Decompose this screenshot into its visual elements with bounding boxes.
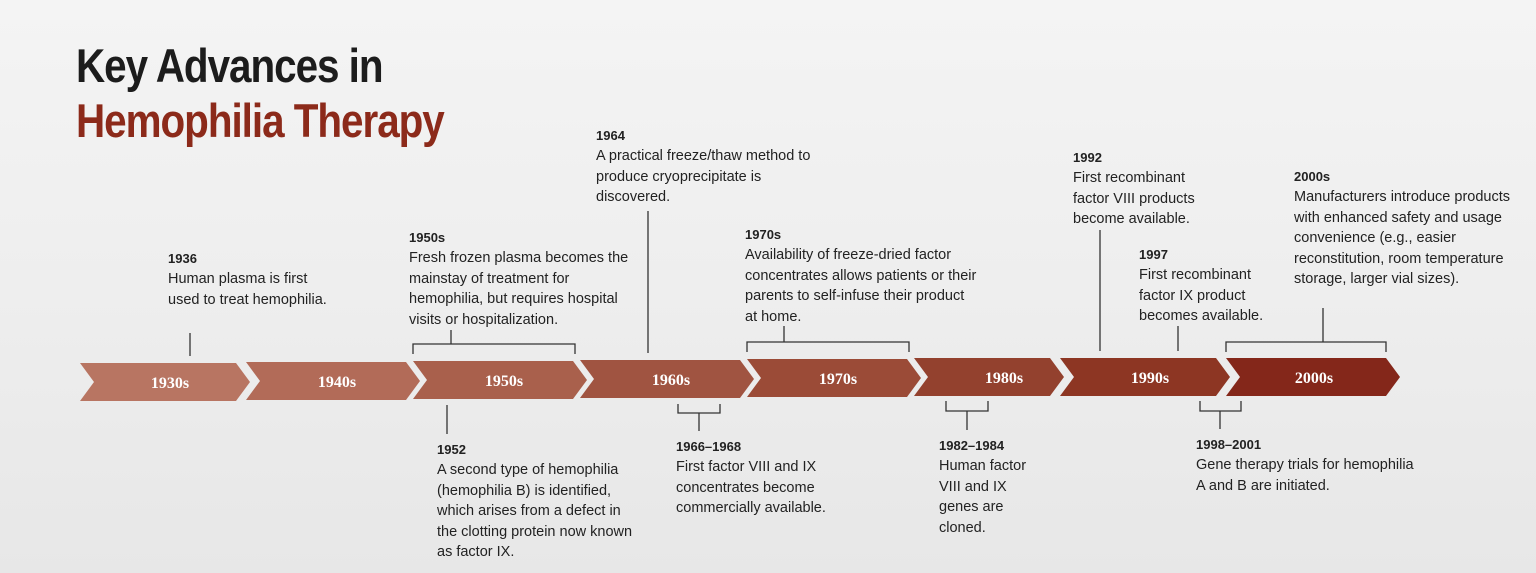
- event-year: 1997: [1139, 247, 1168, 262]
- event-text: Human plasma is first used to treat hemophilia.: [168, 271, 327, 308]
- event-1970s: [745, 225, 977, 327]
- event-1982-1984: [939, 436, 1049, 538]
- event-text: First recombinant factor VIII products become available.: [1073, 170, 1195, 227]
- event-year: 1964: [596, 128, 625, 143]
- bracket-1998-2001: [1200, 401, 1241, 429]
- event-1964: [596, 126, 828, 208]
- event-year: 1982–1984: [939, 438, 1005, 453]
- decade-label-1990s: 1990s: [1130, 370, 1170, 387]
- event-2000s: [1294, 167, 1516, 290]
- decade-label-1970s: 1970s: [818, 371, 858, 388]
- event-year: 1936: [168, 251, 197, 266]
- event-year: 1970s: [745, 227, 782, 242]
- decade-label-1950s: 1950s: [484, 373, 524, 390]
- event-text: Availability of freeze-dried factor concentrates allows patients or their parents to self-infuse their product at home.: [745, 247, 977, 325]
- event-1998-2001: [1196, 435, 1424, 496]
- bracket-1966-1968: [678, 404, 720, 431]
- title-line-2: Hemophilia Therapy: [76, 94, 444, 147]
- bracket-1970s: [747, 326, 909, 352]
- event-1997: [1139, 245, 1275, 327]
- event-1952: [437, 440, 642, 563]
- event-year: 1998–2001: [1196, 437, 1262, 452]
- decade-label-1980s: 1980s: [984, 370, 1024, 387]
- event-text: Human factor VIII and IX genes are cloned.: [939, 458, 1027, 536]
- event-year: 1950s: [409, 230, 446, 245]
- event-year: 1992: [1073, 150, 1102, 165]
- title-line-1: Key Advances in: [76, 39, 383, 92]
- bracket-1982-1984: [946, 401, 988, 430]
- decade-label-1960s: 1960s: [651, 372, 691, 389]
- event-text: A second type of hemophilia (hemophilia B) is identified, which arises from a defect in the clotting protein now known as factor IX.: [437, 462, 633, 560]
- event-text: First recombinant factor IX product becomes available.: [1139, 267, 1264, 324]
- decade-label-2000s: 2000s: [1294, 370, 1334, 387]
- event-1992: [1073, 148, 1213, 230]
- event-text: A practical freeze/thaw method to produce cryoprecipitate is discovered.: [596, 148, 811, 205]
- event-year: 1966–1968: [676, 439, 742, 454]
- event-year: 1952: [437, 442, 466, 457]
- decade-arrows: [80, 358, 1400, 401]
- event-year: 2000s: [1294, 169, 1331, 184]
- event-1936: [168, 249, 338, 310]
- event-text: Gene therapy trials for hemophilia A and B are initiated.: [1196, 457, 1414, 494]
- event-1966-1968: [676, 437, 856, 519]
- decade-label-1940s: 1940s: [317, 374, 357, 391]
- bracket-1950s: [413, 330, 575, 354]
- event-1950s: [409, 228, 641, 330]
- event-text: Manufacturers introduce products with enhanced safety and usage convenience (e.g., easier reconstitution, room temperature storage, larger vial sizes).: [1294, 189, 1510, 287]
- event-text: Fresh frozen plasma becomes the mainstay of treatment for hemophilia, but requires hospital visits or hospitalization.: [409, 250, 629, 328]
- event-text: First factor VIII and IX concentrates become commercially available.: [676, 459, 826, 516]
- decade-label-1930s: 1930s: [150, 375, 190, 392]
